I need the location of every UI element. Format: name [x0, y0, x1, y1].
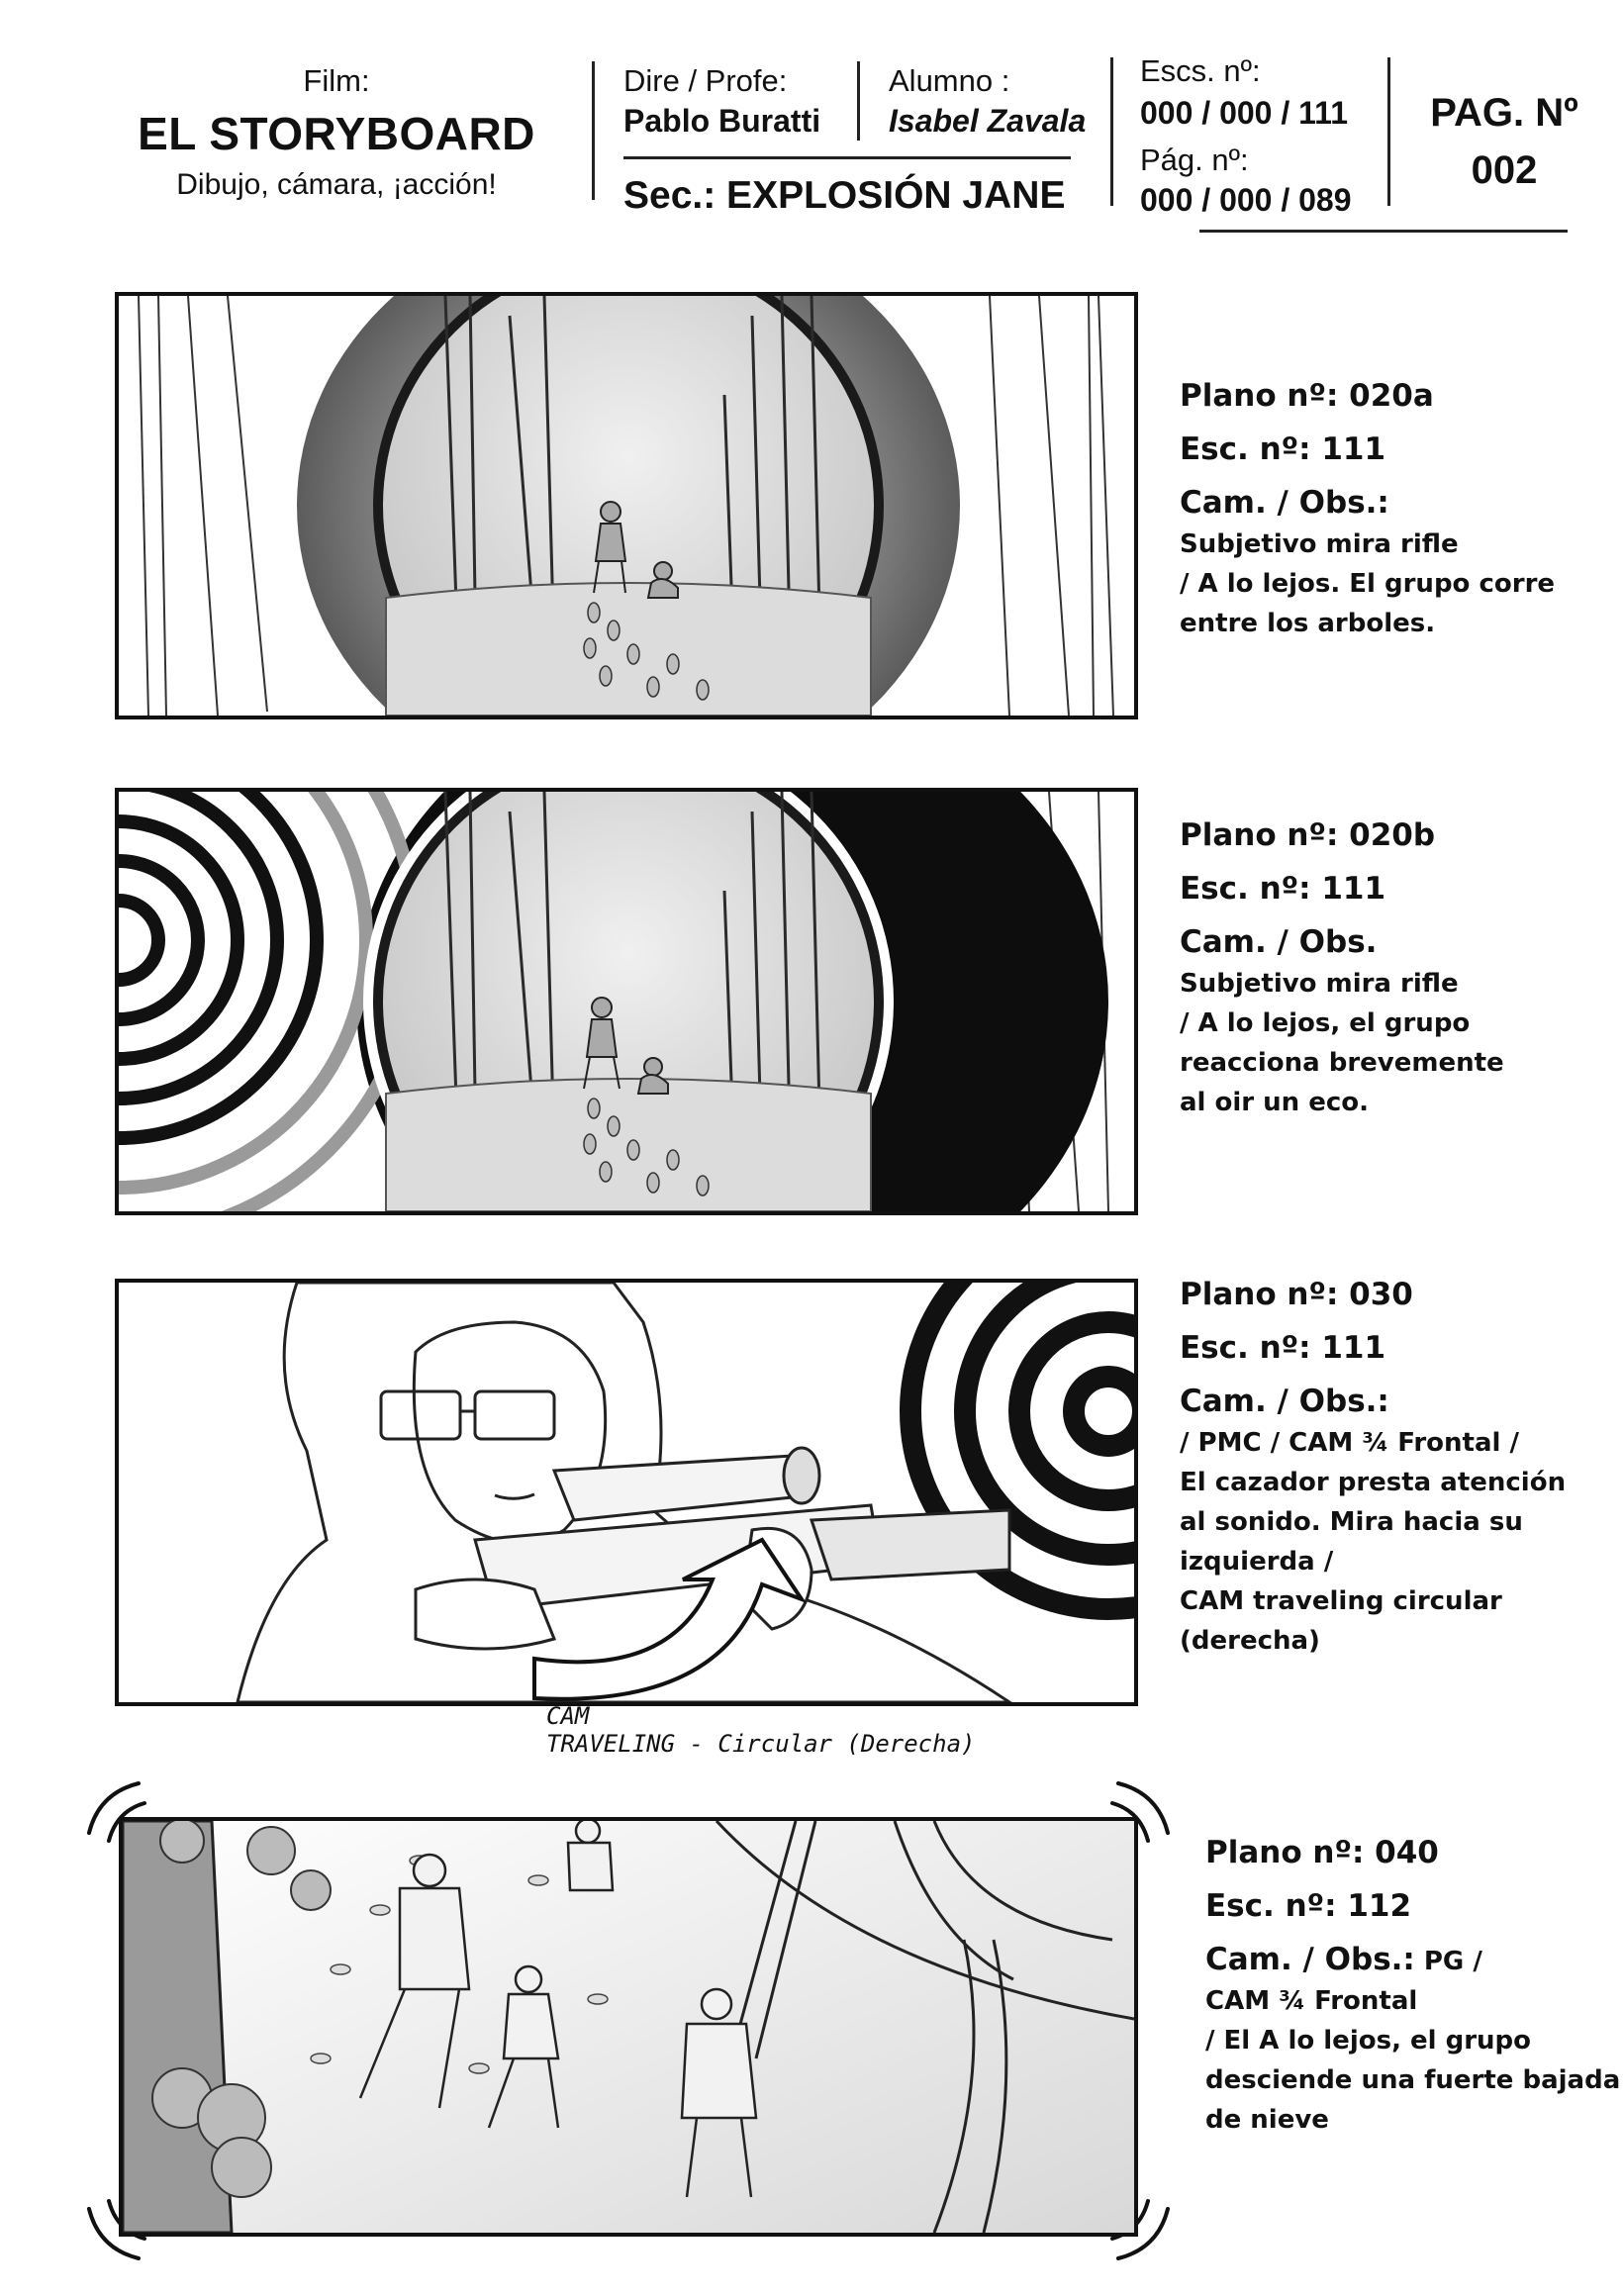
cam-obs-line: desciende una fuerte bajada	[1205, 2065, 1621, 2095]
cam-obs-line: / El A lo lejos, el grupo	[1205, 2026, 1532, 2056]
camera-note-line: CAM	[546, 1702, 590, 1730]
cam-obs-label: Cam. / Obs.	[1180, 924, 1378, 960]
cam-obs-label: Cam. / Obs.:	[1180, 485, 1389, 521]
cam-obs-line: entre los arboles.	[1180, 609, 1436, 638]
cam-obs-line: Subjetivo mira rifle	[1180, 529, 1459, 559]
plano-number: Plano nº: 020b	[1180, 817, 1436, 853]
film-label: Film:	[303, 63, 370, 98]
pag-title: PAG. Nº	[1430, 91, 1578, 135]
director-label: Dire / Profe:	[623, 63, 788, 98]
header-divider	[857, 61, 860, 141]
sequence-title: Sec.: EXPLOSIÓN JANE	[623, 174, 1066, 217]
cam-obs-line: al sonido. Mira hacia su	[1180, 1507, 1523, 1537]
header-divider	[592, 61, 595, 200]
shot-notes-020b	[1180, 817, 1615, 1122]
cam-obs-line: al oir un eco.	[1180, 1088, 1370, 1117]
plano-number: Plano nº: 040	[1205, 1835, 1439, 1870]
student-name: Isabel Zavala	[889, 103, 1087, 139]
header-divider	[1110, 57, 1113, 206]
scenes-label: Escs. nº:	[1140, 53, 1261, 88]
storyboard-panel-020b	[115, 788, 1138, 1215]
camera-note-handwritten	[546, 1702, 975, 1758]
escena-number: Esc. nº: 111	[1180, 871, 1386, 907]
scenes-value: 000 / 000 / 111	[1140, 95, 1348, 131]
scope-echo-drawing	[119, 792, 1134, 1211]
camera-note-line: TRAVELING - Circular (Derecha)	[546, 1730, 976, 1758]
cam-obs-line: CAM traveling circular	[1180, 1586, 1502, 1616]
hunter-aiming-drawing	[119, 1283, 1134, 1702]
cam-obs-line: Subjetivo mira rifle	[1180, 969, 1459, 999]
plano-number: Plano nº: 020a	[1180, 378, 1434, 414]
film-title: EL STORYBOARD	[138, 108, 535, 159]
plano-number: Plano nº: 030	[1180, 1277, 1413, 1312]
header-rule	[1199, 230, 1568, 233]
cam-obs-label: Cam. / Obs.:	[1180, 1384, 1389, 1419]
scope-view-drawing	[119, 296, 1134, 716]
cam-obs-line: El cazador presta atención	[1180, 1468, 1567, 1497]
header-divider	[1387, 57, 1390, 206]
escena-number: Esc. nº: 112	[1205, 1888, 1412, 1924]
group-descending-drawing	[123, 1821, 1134, 2233]
page-value: 000 / 000 / 089	[1140, 182, 1352, 218]
cam-obs-line: izquierda /	[1180, 1547, 1334, 1577]
header-rule	[623, 156, 1071, 159]
storyboard-panel-020a	[115, 292, 1138, 719]
shot-notes-030	[1180, 1277, 1615, 1661]
page-label: Pág. nº:	[1140, 143, 1249, 177]
cam-obs-label: Cam. / Obs.: PG /	[1205, 1942, 1482, 1977]
cam-obs-line: / PMC / CAM ¾ Frontal /	[1180, 1428, 1519, 1458]
cam-obs-line: / A lo lejos, el grupo	[1180, 1008, 1471, 1038]
pag-number: 002	[1471, 148, 1538, 192]
cam-obs-line: (derecha)	[1180, 1626, 1320, 1656]
storyboard-panel-030	[115, 1279, 1138, 1706]
student-label: Alumno :	[889, 63, 1010, 98]
escena-number: Esc. nº: 111	[1180, 1330, 1386, 1366]
shot-notes-020a	[1180, 378, 1615, 643]
shot-notes-040	[1205, 1835, 1621, 2140]
escena-number: Esc. nº: 111	[1180, 431, 1386, 467]
film-subtitle: Dibujo, cámara, ¡acción!	[176, 168, 497, 201]
storyboard-panel-040	[119, 1817, 1138, 2237]
cam-obs-line: / A lo lejos. El grupo corre	[1180, 569, 1556, 599]
director-name: Pablo Buratti	[623, 103, 821, 139]
cam-obs-line: reacciona brevemente	[1180, 1048, 1504, 1078]
cam-obs-line: CAM ¾ Frontal	[1205, 1986, 1418, 2016]
cam-obs-line: de nieve	[1205, 2105, 1329, 2135]
